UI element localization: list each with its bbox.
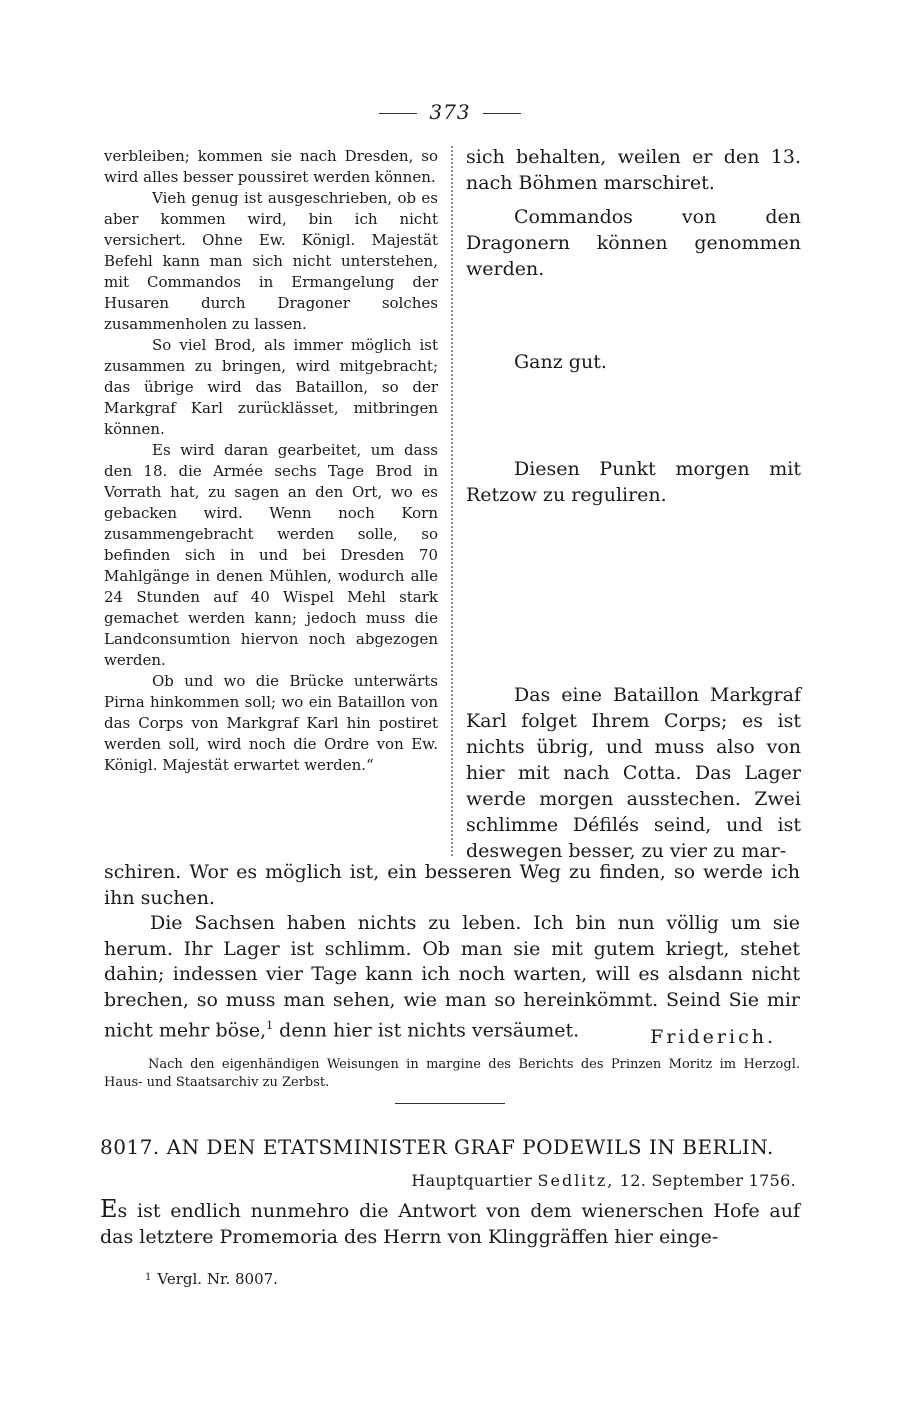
initial-letter: E xyxy=(100,1195,118,1223)
reply-text: Commandos von den Dragonern können genommen werden. xyxy=(466,206,801,280)
source-note-text: Nach den eigenhändigen Weisungen in margine des Berichts des Prinzen Moritz im Herzogl. Haus- und Staatsarchiv zu Zerbst. xyxy=(104,1057,800,1090)
dateline xyxy=(411,1171,796,1190)
footnote xyxy=(145,1270,278,1288)
marginal-reply xyxy=(466,204,801,282)
paragraph-text: Die Sachsen haben nichts zu leben. Ich bin nun völlig um sie herum. Ihr Lager ist schlimm. Ob man sie mit gutem kriegt, stehet dahin; indessen vier Tage kann ich noch warten, will es alsdann nicht brechen, so muss man sehen, wie man so hereinkömmt. Seind Sie mir nicht mehr böse, xyxy=(104,912,800,1042)
marginal-reply xyxy=(466,349,801,375)
continuation-paragraph xyxy=(104,911,800,1044)
reply-text: Das eine Bataillon Markgraf Karl folget Ihrem Corps; es ist nichts übrig, und muss also von hier mit nach Cotta. Das Lager werde morgen ausstechen. Zwei schlimme Défilés seind, und ist deswegen besser, zu vier zu mar- xyxy=(466,684,801,862)
signature: Friderich. xyxy=(650,1026,776,1048)
header-dash-right xyxy=(483,113,521,114)
marginal-reply xyxy=(466,682,801,864)
footnote-text: Vergl. Nr. 8007. xyxy=(157,1270,278,1288)
report-paragraph: Es wird daran gearbeitet, um dass den 18. die Armée sechs Tage Brod in Vorrath hat, zu sagen an den Ort, wo es gebacken wird. Wenn noch Korn zusammengebracht werden solle, so befinden sich in und bei Dresden 70 Mahlgänge in denen Mühlen, wodurch alle 24 Stunden auf 40 Wispel Mehl stark gemachet werden kann; jedoch muss die Landconsumtion hiervon noch abgezogen werden. xyxy=(104,441,438,669)
reply-text: Ganz gut. xyxy=(514,351,607,373)
source-note xyxy=(104,1056,800,1092)
page-header xyxy=(0,100,900,124)
document-heading xyxy=(100,1135,800,1159)
section-rule xyxy=(395,1103,505,1104)
opening-text: s ist endlich nunmehro die Antwort von dem wienerschen Hofe auf das letztere Promemoria des Herrn von Klinggräffen hier einge- xyxy=(100,1200,800,1248)
continuation-paragraph: schiren. Wor es möglich ist, ein besseren Weg zu finden, so werde ich ihn suchen. xyxy=(104,861,800,909)
dateline-date: 12. September 1756. xyxy=(619,1171,796,1190)
report-paragraph: Ob und wo die Brücke unterwärts Pirna hinkommen soll; wo ein Bataillon von das Corps von Markgraf Karl hin postiret werden soll, wird noch die Ordre von Ew. Königl. Majestät erwartet werden.“ xyxy=(104,672,438,774)
letter-opening xyxy=(100,1196,800,1250)
marginal-reply xyxy=(466,144,801,196)
continuation-text xyxy=(104,860,800,1044)
header-dash-left xyxy=(379,113,417,114)
paragraph-text-end: denn hier ist nichts versäumet. xyxy=(273,1019,580,1042)
footnote-ref: 1 xyxy=(266,1019,274,1032)
marginal-reply xyxy=(466,456,801,508)
document-number: 8017. xyxy=(100,1135,160,1159)
column-divider xyxy=(451,146,453,856)
reply-text: sich behalten, weilen er den 13. nach Böhmen marschiret. xyxy=(466,146,801,194)
report-paragraph: Vieh genug ist ausgeschrieben, ob es aber kommen wird, bin ich nicht versichert. Ohne Ew. Königl. Majestät Befehl kann man sich nicht unterstehen, mit Commandos in Ermangelung der Husaren durch Dragoner solches zusammenholen zu lassen. xyxy=(104,189,438,333)
report-column xyxy=(104,146,438,776)
reply-text: Diesen Punkt morgen mit Retzow zu reguliren. xyxy=(466,458,801,506)
report-paragraph: So viel Brod, als immer möglich ist zusammen zu bringen, wird mitgebracht; das übrige wird das Bataillon, so der Markgraf Karl zurücklässet, mitbringen können. xyxy=(104,336,438,438)
dateline-place: Sedlitz, xyxy=(537,1171,615,1190)
page-number: 373 xyxy=(429,100,471,124)
document-title: AN DEN ETATSMINISTER GRAF PODEWILS IN BERLIN. xyxy=(166,1135,774,1159)
footnote-marker: 1 xyxy=(145,1272,152,1283)
report-paragraph: verbleiben; kommen sie nach Dresden, so wird alles besser poussiret werden können. xyxy=(104,147,438,186)
dateline-prefix: Hauptquartier xyxy=(411,1171,533,1190)
